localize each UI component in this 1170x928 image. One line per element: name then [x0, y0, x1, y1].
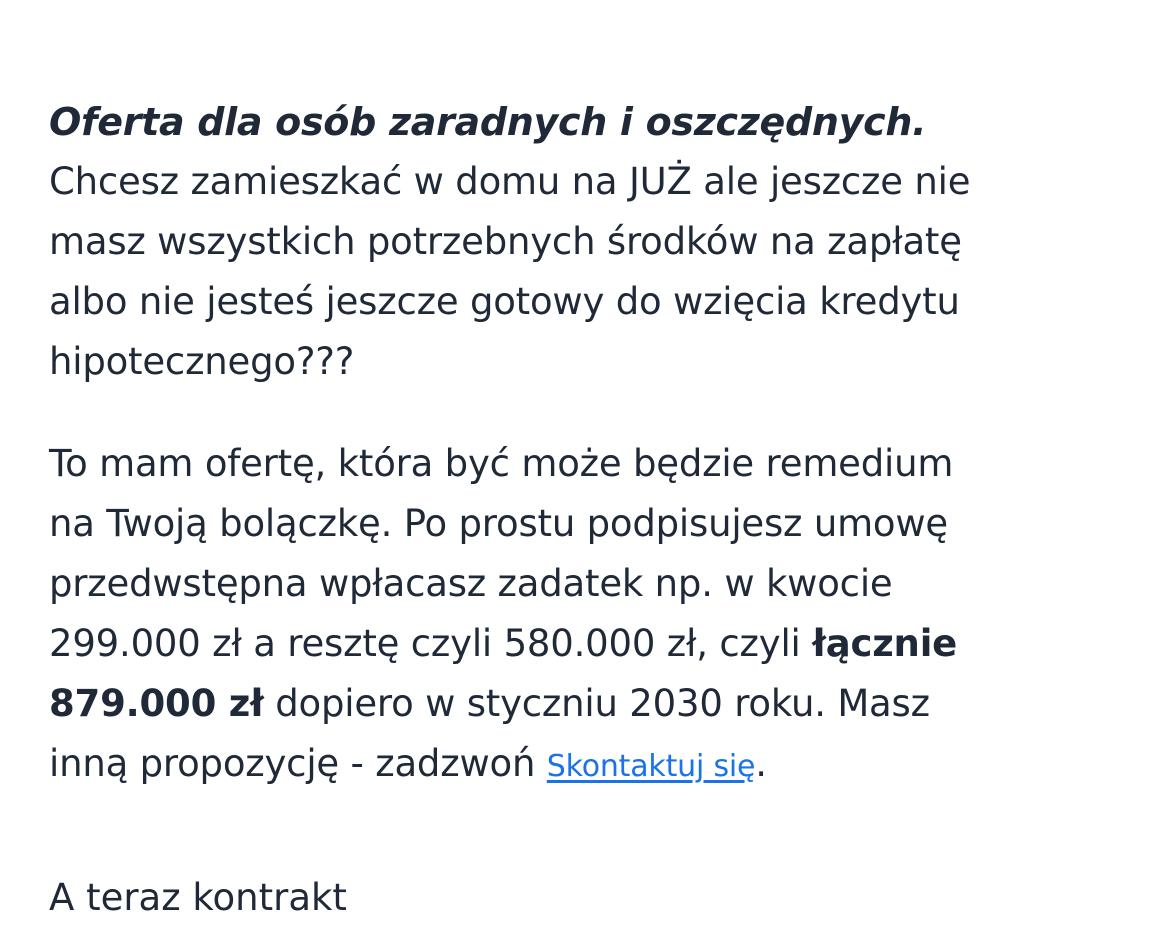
article-content [49, 92, 1119, 797]
offer-line-6 [49, 734, 1119, 797]
intro-line-2: masz wszystkich potrzebnych środków na zapłatę [49, 220, 962, 263]
total-label-bold: łącznie [812, 622, 958, 665]
offer-headline: Oferta dla osób zaradnych i oszczędnych. [49, 100, 927, 144]
intro-line-3: albo nie jesteś jeszcze gotowy do wzięcia kredytu [49, 280, 960, 323]
intro-line-1: Chcesz zamieszkać w domu na JUŻ ale jeszcze nie [49, 160, 971, 203]
offer-line-1: To mam ofertę, która być może będzie remedium [49, 442, 954, 485]
offer-line-5 [49, 674, 1119, 734]
offer-line-6-end: . [755, 742, 767, 785]
offer-line-4 [49, 614, 1119, 674]
offer-line-4-text: 299.000 zł a resztę czyli 580.000 zł, czyli [49, 622, 813, 665]
offer-line-6-text: inną propozycję - zadzwoń [49, 742, 547, 785]
offer-line-2: na Twoją bolączkę. Po prostu podpisujesz umowę [49, 502, 948, 545]
intro-line-4: hipotecznego??? [49, 340, 355, 383]
intro-paragraph [49, 152, 1119, 392]
next-paragraph-cutoff: A teraz kontrakt [49, 876, 347, 919]
contact-link[interactable]: Skontaktuj się [546, 749, 756, 784]
offer-line-5-text: dopiero w styczniu 2030 roku. Masz [263, 682, 930, 725]
total-amount-bold: 879.000 zł [49, 682, 264, 725]
offer-paragraph [49, 434, 1119, 797]
offer-line-3: przedwstępna wpłacasz zadatek np. w kwocie [49, 562, 893, 605]
